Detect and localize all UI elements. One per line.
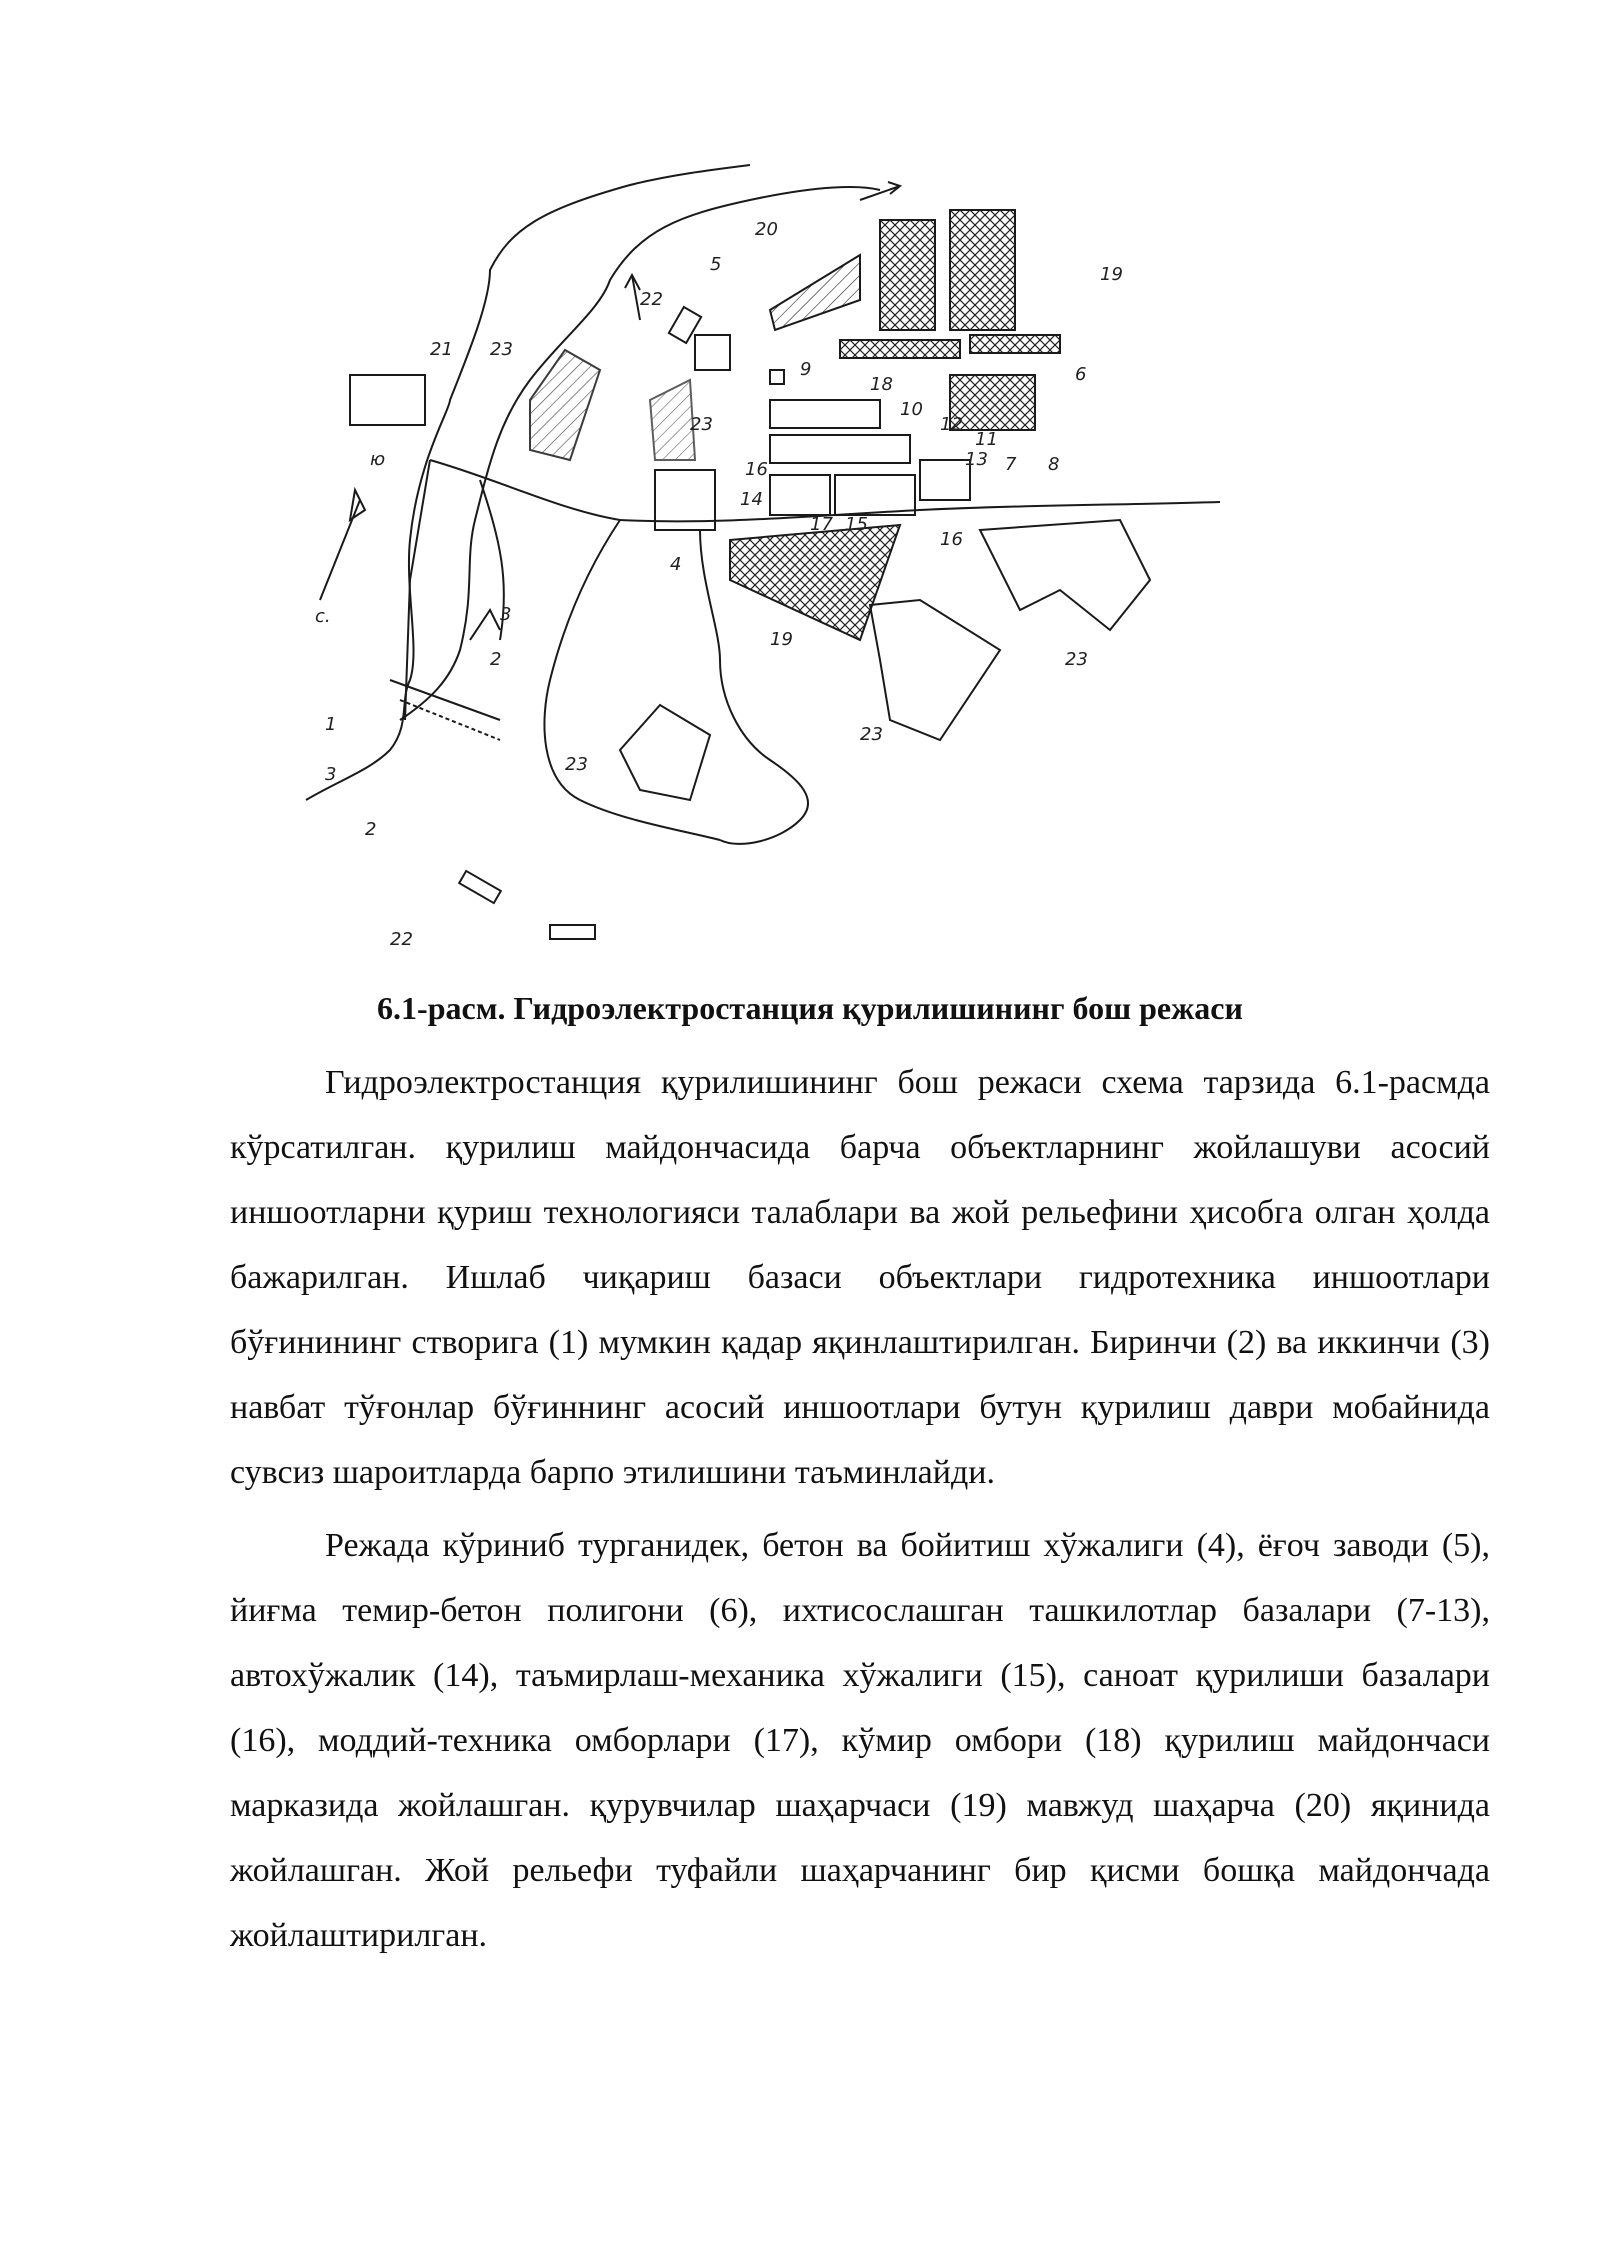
paragraph: Гидроэлектростанция қурилишининг бош режаси схема тарзида 6.1-расмда кўрсатилган. қурилиш майдончасида барча объектларнинг жойлашуви асосий иншоотларни қуриш технологияси талаблари ва жой рельефини ҳисобга олган ҳолда бажарилган. Ишлаб чиқариш базаси объектлари гидротехника иншоотлари бўғинининг створига (1) мумкин қадар яқинлаштирилган. Биринчи (2) ва иккинчи (3) навбат тўғонлар бўғиннинг асосий иншоотлари бутун қурилиш даври мобайнида сувсиз шароитларда барпо этилишини таъминлайди.: [230, 1064, 1490, 1491]
label-23-d: 23: [860, 724, 883, 745]
label-2-upper: 2: [490, 649, 502, 670]
body-text: [230, 1050, 1490, 1968]
label-18: 18: [870, 374, 893, 395]
label-13: 13: [965, 449, 988, 470]
label-12: 12: [940, 414, 963, 435]
site-plan-drawing: [300, 160, 1240, 960]
block-23-b: [650, 380, 695, 460]
label-16-a: 16: [745, 459, 768, 480]
block-19-town-b: [950, 210, 1015, 330]
block-23-c: [980, 520, 1150, 630]
block-9: [770, 370, 784, 384]
block-5-sawmill: [695, 335, 730, 370]
road-main: [430, 460, 1220, 521]
block-23-e: [620, 705, 710, 800]
block-22-b: [459, 871, 501, 903]
label-3-lower: 3: [325, 764, 337, 785]
label-1: 1: [325, 714, 337, 735]
label-19-top: 19: [1100, 264, 1123, 285]
road-left: [405, 460, 504, 720]
block-22-c: [550, 925, 595, 939]
block-19-town-a: [880, 220, 935, 330]
label-11: 11: [975, 429, 998, 450]
label-23-c: 23: [1065, 649, 1088, 670]
block-23-d: [870, 600, 1000, 740]
block-22-a: [669, 307, 701, 343]
block-13-base: [920, 460, 970, 500]
block-18-coal-store: [770, 400, 880, 428]
block-19-town-c: [840, 340, 960, 358]
label-23-e: 23: [565, 754, 588, 775]
label-7: 7: [1005, 454, 1017, 475]
river-right-bank: [400, 187, 880, 720]
label-10: 10: [900, 399, 923, 420]
figure-caption: 6.1-расм. Гидроэлектростанция қурилишининг бош режаси: [377, 990, 1243, 1026]
label-19-south: 19: [770, 629, 793, 650]
compass-south-label: с.: [315, 606, 331, 627]
river-arrow: [625, 275, 640, 320]
label-17: 17: [810, 514, 833, 535]
dam-2: [400, 700, 500, 740]
label-8: 8: [1048, 454, 1060, 475]
label-4: 4: [670, 554, 682, 575]
label-14: 14: [740, 489, 763, 510]
label-21: 21: [430, 339, 453, 360]
label-20: 20: [755, 219, 778, 240]
paragraph: Режада кўриниб турганидек, бетон ва бойитиш хўжалиги (4), ёғоч заводи (5), йиғма темир-бетон полигони (6), ихтисослашган ташкилотлар базалари (7-13), автохўжалик (14), таъмирлаш-механика хўжалиги (15), саноат қурилиши базалари (16), моддий-техника омборлари (17), кўмир омбори (18) қурилиш майдончаси марказида жойлашган. қурувчилар шаҳарчаси (19) мавжуд шаҳарча (20) яқинида жойлашган. Жой рельефи туфайли шаҳарчанинг бир қисми бошқа майдончада жойлаштирилган.: [230, 1527, 1490, 1954]
label-16-b: 16: [940, 529, 963, 550]
label-22-bottom: 22: [390, 929, 413, 950]
block-20-existing-town: [770, 255, 860, 330]
block-10-base: [770, 435, 910, 463]
block-14-motor-depot: [770, 475, 830, 515]
road-south: [544, 520, 720, 840]
river-left-bank: [306, 165, 750, 800]
cofferdam-3: [470, 610, 500, 640]
compass-arrow: [320, 490, 365, 600]
block-15-repair-shop: [835, 475, 915, 515]
flow-arrow: [860, 182, 900, 200]
label-15: 15: [845, 514, 868, 535]
label-2-lower: 2: [365, 819, 377, 840]
site-plan-figure: [300, 160, 1240, 960]
label-23-b: 23: [690, 414, 713, 435]
block-21: [350, 375, 425, 425]
block-19-town-d: [970, 335, 1060, 353]
label-6: 6: [1075, 364, 1087, 385]
label-5: 5: [710, 254, 722, 275]
label-23-a: 23: [490, 339, 513, 360]
label-22-top: 22: [640, 289, 663, 310]
compass-north-label: ю: [370, 449, 386, 470]
label-3-upper: 3: [500, 604, 512, 625]
label-9: 9: [800, 359, 812, 380]
block-19-housing-south: [730, 525, 900, 640]
